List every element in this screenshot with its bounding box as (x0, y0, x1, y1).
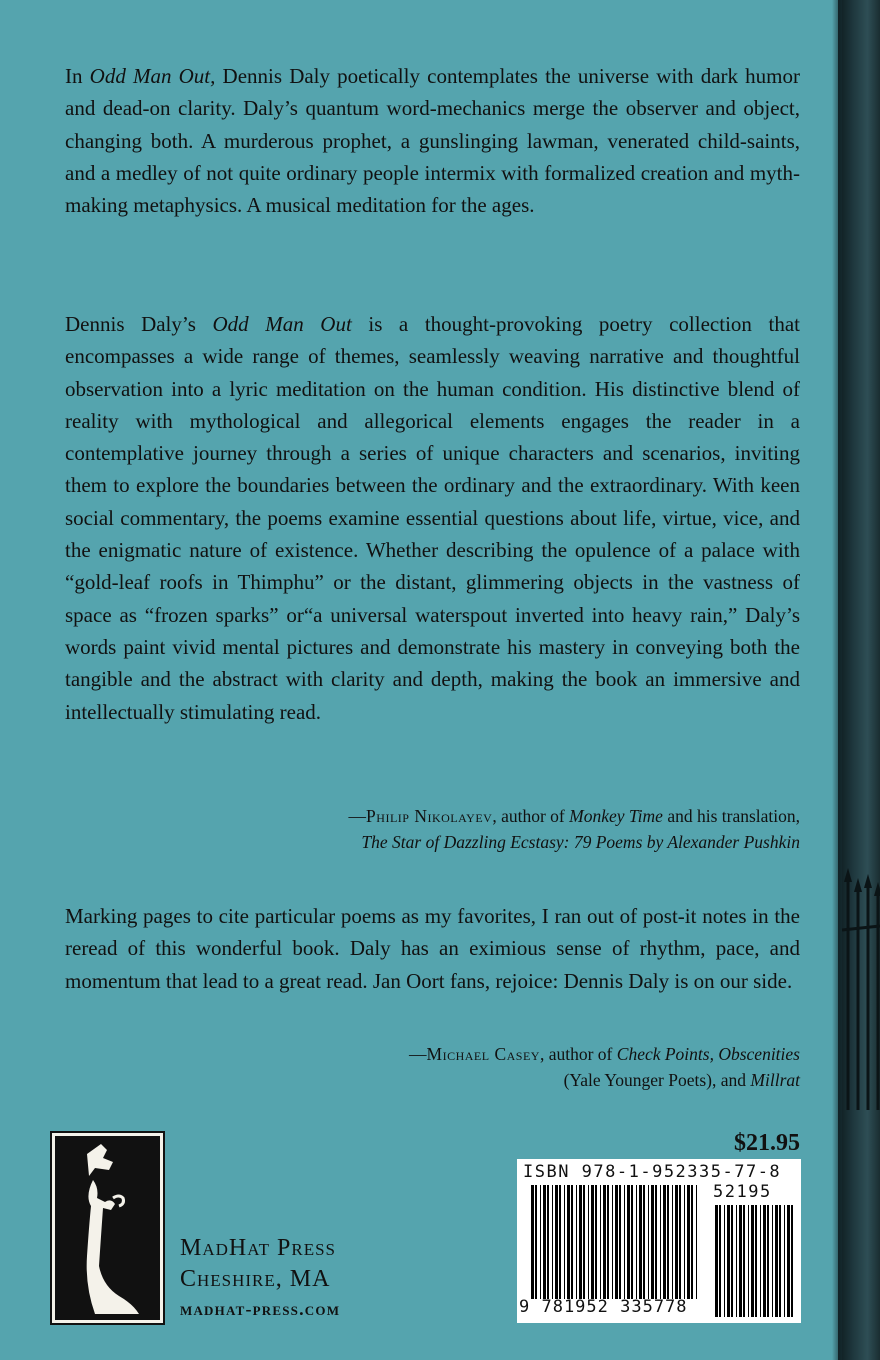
attribution-work: Monkey Time (569, 806, 663, 826)
blurb-2-text (65, 308, 800, 728)
attribution-text: (Yale Younger Poets), and (563, 1070, 751, 1090)
blurb-3-text: Marking pages to cite particular poems as my favorites, I ran out of post-it notes in the reread of this wonderful book. Daly has an eximious sense of rhythm, pace, and momentum that lead to a great read. Jan Oort fans, rejoice: Dennis Daly is on our side. (65, 904, 800, 993)
iron-fence-graphic (842, 850, 880, 1110)
barcode-digits: 9 781952 335778 (519, 1297, 688, 1317)
blurb-2 (65, 308, 800, 728)
attribution-line-2 (349, 829, 800, 855)
blurb-1-lead: In (65, 64, 90, 88)
blurb-2-lead: Dennis Daly’s (65, 312, 213, 336)
blurb-1-text (65, 60, 800, 221)
attribution-work: Millrat (750, 1070, 800, 1090)
attribution-line-2 (409, 1067, 800, 1093)
spine-dark-edge (838, 0, 880, 1360)
em-dash: — (409, 1044, 427, 1064)
isbn-barcode (517, 1159, 801, 1323)
em-dash: — (348, 806, 367, 826)
publisher-url: madhat-press.com (180, 1299, 341, 1319)
book-title-italic: Odd Man Out (212, 312, 352, 336)
attribution-name: Michael Casey (426, 1044, 540, 1064)
attribution-nikolayev (349, 803, 800, 855)
attribution-text: , author of (539, 1044, 617, 1064)
attribution-work: Check Points, Obscenities (616, 1044, 800, 1064)
blurb-1 (65, 60, 800, 221)
blurb-1-body: Dennis Daly poetically contemplates the universe with dark humor and dead-on clarity. Daly’s quantum word-mechanics merge the observer and object, changing both. A murderous prophet, a gunslinging lawman, venerated child-saints, and a medley of not quite ordinary people intermix with formalized creation and myth-making metaphysics. A musical meditation for the ages. (65, 64, 800, 218)
publisher-logo (52, 1133, 163, 1323)
blurb-2-body: is a thought-provoking poetry collection that encompasses a wide range of themes, seamlessly weaving narrative and thoughtful observation into a lyric meditation on the human condition. His distinctive blend of reality with mythological and allegorical elements engages the reader in a contemplative journey through a series of unique characters and scenarios, inviting them to explore the boundaries between the ordinary and the extraordinary. With keen social commentary, the poems examine essential questions about life, virtue, vice, and the enigmatic nature of existence. Whether describing the opulence of a palace with “gold-leaf roofs in Thimphu” or the distant, glimmering objects in the vastness of space as “frozen sparks” or“a universal waterspout inverted into heavy rain,” Daly’s words paint vivid mental pictures and demonstrate his mastery in conveying both the tangible and the abstract with clarity and depth, making the book an immersive and intellectually stimulating read. (65, 312, 800, 724)
attribution-name: Philip Nikolayev (366, 806, 493, 826)
spine-shadow (832, 0, 842, 1360)
book-title-italic: Odd Man Out, (89, 64, 216, 88)
price-label: $21.95 (734, 1130, 800, 1156)
publisher-location: Cheshire, MA (180, 1266, 331, 1292)
publisher-block (180, 1233, 340, 1323)
attribution-text: and his translation, (662, 806, 800, 826)
barcode-addon-number: 52195 (713, 1182, 772, 1202)
isbn-label: ISBN 978-1-952335-77-8 (523, 1162, 782, 1182)
attribution-casey (409, 1041, 800, 1093)
attribution-work: The Star of Dazzling Ecstasy: 79 Poems by Alexander Pushkin (361, 832, 800, 852)
attribution-line-1 (409, 1041, 800, 1067)
publisher-name: MadHat Press (180, 1235, 336, 1261)
attribution-line-1 (349, 803, 800, 829)
attribution-text: , author of (492, 806, 570, 826)
blurb-3 (65, 900, 800, 997)
mad-hatter-logo-icon (55, 1136, 160, 1320)
